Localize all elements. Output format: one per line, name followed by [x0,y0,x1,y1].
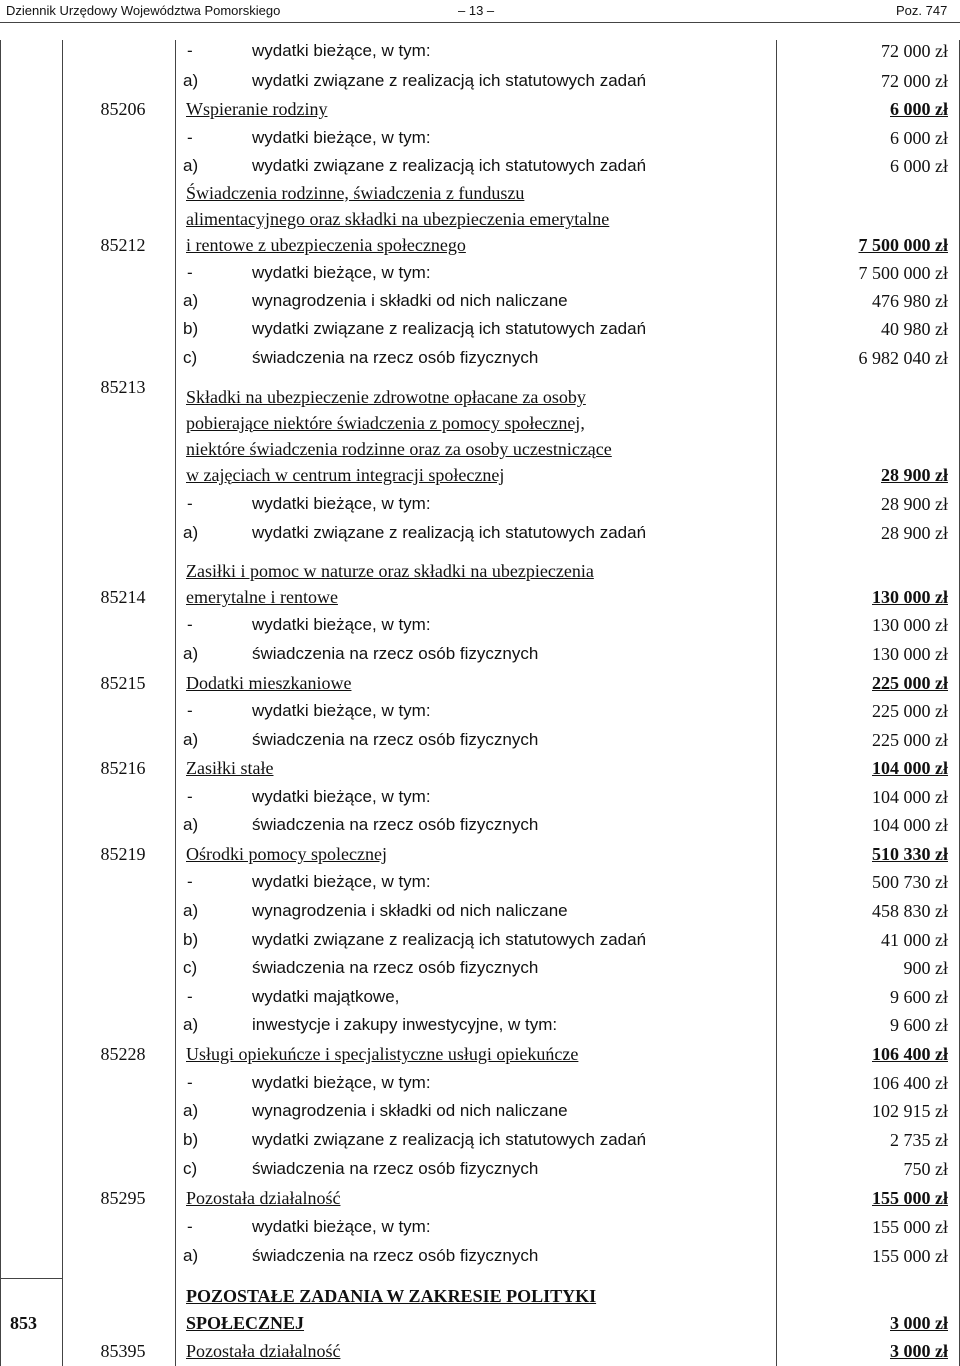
row-prefix: - [187,615,193,634]
row-prefix: c) [183,348,198,367]
row-prefix: - [187,263,193,282]
row-amount: 750 zł [903,1159,948,1179]
dzial-separator [0,1278,63,1279]
row-prefix: c) [183,1159,198,1178]
row-amount: 130 000 zł [872,644,948,664]
chapter-title: Ośrodki pomocy spolecznej [186,844,387,864]
row-label: wynagrodzenia i składki od nich naliczane [252,1101,568,1120]
row-prefix: - [187,494,193,513]
row-amount: 6 982 040 zł [858,348,948,368]
header-rule [0,22,960,23]
row-prefix: a) [183,1246,199,1265]
chapter-title-line: Składki na ubezpieczenie zdrowotne opłacane za osoby [186,387,586,407]
row-prefix: a) [183,1015,199,1034]
row-prefix: - [187,872,193,891]
row-label: świadczenia na rzecz osób fizycznych [252,815,539,834]
row-amount: 106 400 zł [872,1073,948,1093]
row-amount: 900 zł [903,958,948,978]
row-label: wydatki bieżące, w tym: [252,615,431,634]
row-label: świadczenia na rzecz osób fizycznych [252,644,539,663]
chapter-amount: 155 000 zł [872,1188,948,1208]
subsection-title: Pozostała działalność [186,1341,341,1361]
section-title-line-1: POZOSTAŁE ZADANIA W ZAKRESIE POLITYKI [186,1286,597,1306]
row-label: wydatki bieżące, w tym: [252,128,431,147]
chapter-amount: 106 400 zł [872,1044,948,1064]
dzial-code: 853 [10,1313,37,1333]
position-number: Poz. 747 [896,3,948,18]
row-amount: 225 000 zł [872,730,948,750]
chapter-title: Wspieranie rodziny [186,99,328,119]
row-label: wynagrodzenia i składki od nich naliczane [252,291,568,310]
chapter-code: 85214 [100,587,146,607]
chapter-title-line: emerytalne i rentowe [186,587,338,607]
row-amount: 155 000 zł [872,1246,948,1266]
chapter-title-line: w zajęciach w centrum integracji społecznej [186,465,505,485]
row-prefix: a) [183,644,199,663]
row-prefix: b) [183,1130,199,1149]
subsection-code: 85395 [100,1341,146,1361]
row-prefix: - [187,41,193,60]
row-prefix: a) [183,71,199,90]
row-amount: 72 000 zł [881,71,948,91]
row-label: wydatki związane z realizacją ich statutowych zadań [252,71,647,90]
chapter-code: 85212 [100,235,146,255]
row-label: świadczenia na rzecz osób fizycznych [252,348,539,367]
row-amount: 155 000 zł [872,1217,948,1237]
row-amount: 500 730 zł [872,872,948,892]
row-amount: 9 600 zł [890,987,948,1007]
row-prefix: - [187,1073,193,1092]
row-label: wydatki bieżące, w tym: [252,41,431,60]
row-amount: 476 980 zł [872,291,948,311]
row-prefix: a) [183,1101,199,1120]
row-amount: 40 980 zł [881,319,948,339]
chapter-title-line: Zasiłki i pomoc w naturze oraz składki na ubezpieczenia [186,561,594,581]
chapter-title: Zasiłki stałe [186,758,274,778]
chapter-title-line: Świadczenia rodzinne, świadczenia z funduszu [186,183,525,203]
section-title-line-2: SPOŁECZNEJ [186,1313,305,1333]
row-amount: 225 000 zł [872,701,948,721]
subsection-amount: 3 000 zł [890,1341,948,1361]
row-prefix: a) [183,815,199,834]
row-amount: 2 735 zł [890,1130,948,1150]
chapter-code: 85228 [100,1044,146,1064]
row-label: wydatki bieżące, w tym: [252,787,431,806]
section-amount: 3 000 zł [890,1313,948,1333]
row-prefix: - [187,701,193,720]
row-amount: 6 000 zł [890,128,948,148]
row-prefix: - [187,987,193,1006]
row-prefix: a) [183,901,199,920]
row-label: wydatki bieżące, w tym: [252,872,431,891]
chapter-title-line: alimentacyjnego oraz składki na ubezpieczenia emerytalne [186,209,610,229]
chapter-title-line: i rentowe z ubezpieczenia społecznego [186,235,466,255]
row-label: wydatki bieżące, w tym: [252,494,431,513]
row-amount: 7 500 000 zł [858,263,948,283]
chapter-amount: 104 000 zł [872,758,948,778]
row-label: wynagrodzenia i składki od nich naliczane [252,901,568,920]
column-divider-3 [776,40,777,1366]
row-amount: 458 830 zł [872,901,948,921]
row-label: wydatki związane z realizacją ich statutowych zadań [252,930,647,949]
row-label: inwestycje i zakupy inwestycyjne, w tym: [252,1015,558,1034]
chapter-amount: 28 900 zł [881,465,948,485]
row-label: wydatki związane z realizacją ich statutowych zadań [252,156,647,175]
row-prefix: - [187,1217,193,1236]
chapter-amount: 225 000 zł [872,673,948,693]
row-prefix: a) [183,291,199,310]
row-label: wydatki związane z realizacją ich statutowych zadań [252,319,647,338]
row-prefix: b) [183,319,199,338]
row-prefix: a) [183,523,199,542]
row-label: wydatki bieżące, w tym: [252,1073,431,1092]
row-label: wydatki majątkowe, [252,987,400,1006]
row-label: wydatki związane z realizacją ich statutowych zadań [252,1130,647,1149]
chapter-title-line: pobierające niektóre świadczenia z pomocy społecznej, [186,413,585,433]
row-amount: 9 600 zł [890,1015,948,1035]
row-prefix: - [187,128,193,147]
row-prefix: a) [183,730,199,749]
chapter-code: 85216 [100,758,146,778]
row-label: świadczenia na rzecz osób fizycznych [252,958,539,977]
row-amount: 72 000 zł [881,41,948,61]
chapter-title: Dodatki mieszkaniowe [186,673,352,693]
row-amount: 130 000 zł [872,615,948,635]
chapter-code: 85215 [100,673,146,693]
chapter-code: 85219 [100,844,146,864]
chapter-amount: 510 330 zł [872,844,948,864]
chapter-code: 85213 [100,377,146,397]
row-label: świadczenia na rzecz osób fizycznych [252,730,539,749]
row-prefix: a) [183,156,199,175]
row-amount: 104 000 zł [872,787,948,807]
row-label: wydatki związane z realizacją ich statutowych zadań [252,523,647,542]
row-prefix: - [187,787,193,806]
row-amount: 104 000 zł [872,815,948,835]
page-header [0,0,960,22]
row-label: wydatki bieżące, w tym: [252,263,431,282]
chapter-code: 85206 [100,99,146,119]
row-amount: 28 900 zł [881,494,948,514]
row-amount: 102 915 zł [872,1101,948,1121]
row-label: świadczenia na rzecz osób fizycznych [252,1159,539,1178]
chapter-title-line: niektóre świadczenia rodzinne oraz za osoby uczestniczące [186,439,612,459]
chapter-amount: 6 000 zł [890,99,948,119]
chapter-amount: 130 000 zł [872,587,948,607]
chapter-amount: 7 500 000 zł [858,235,948,255]
chapter-code: 85295 [100,1188,146,1208]
table-border-left [0,40,1,1366]
row-label: świadczenia na rzecz osób fizycznych [252,1246,539,1265]
chapter-title: Pozostała działalność [186,1188,341,1208]
row-prefix: c) [183,958,198,977]
row-amount: 41 000 zł [881,930,948,950]
page-number: – 13 – [458,3,495,18]
row-prefix: b) [183,930,199,949]
row-amount: 28 900 zł [881,523,948,543]
row-label: wydatki bieżące, w tym: [252,701,431,720]
row-label: wydatki bieżące, w tym: [252,1217,431,1236]
row-amount: 6 000 zł [890,156,948,176]
chapter-title: Usługi opiekuńcze i specjalistyczne usługi opiekuńcze [186,1044,579,1064]
journal-title: Dziennik Urzędowy Województwa Pomorskiego [6,3,281,18]
